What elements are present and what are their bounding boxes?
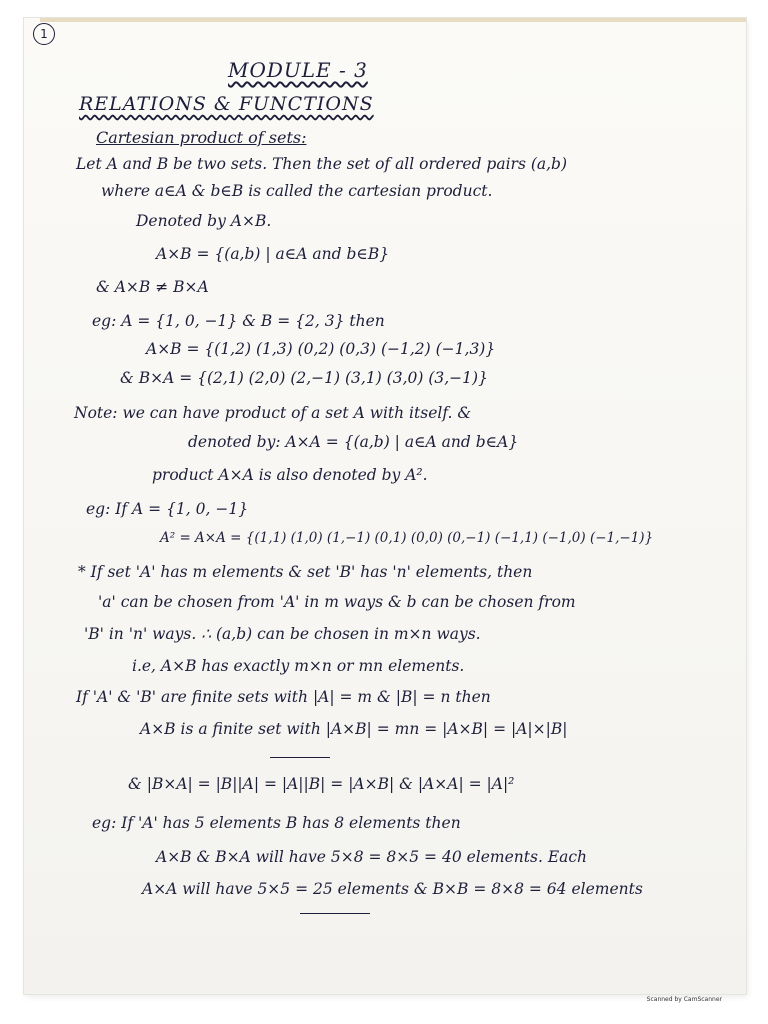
text-line: eg: If A = {1, 0, −1} (86, 500, 249, 518)
underline-stroke (270, 757, 330, 758)
text-line: where a∈A & b∈B is called the cartesian product. (101, 182, 493, 200)
text-line: 'a' can be chosen from 'A' in m ways & b can be chosen from (98, 593, 576, 611)
text-line: A×B = {(1,2) (1,3) (0,2) (0,3) (−1,2) (−1,3)} (146, 340, 496, 358)
text-line: & B×A = {(2,1) (2,0) (2,−1) (3,1) (3,0) (3,−1)} (120, 369, 488, 387)
text-line: i.e, A×B has exactly m×n or mn elements. (132, 657, 465, 675)
module-title: MODULE - 3 (228, 58, 368, 82)
text-line: & A×B ≠ B×A (96, 278, 209, 296)
text-line: eg: If 'A' has 5 elements B has 8 elements then (92, 814, 461, 832)
text-line: A² = A×A = {(1,1) (1,0) (1,−1) (0,1) (0,0) (0,−1) (−1,1) (−1,0) (−1,−1)} (160, 530, 654, 546)
text-line: denoted by: A×A = {(a,b) | a∈A and b∈A} (188, 433, 519, 451)
text-line: Denoted by A×B. (136, 212, 272, 230)
scanner-watermark: Scanned by CamScanner (646, 996, 722, 1003)
text-line: Let A and B be two sets. Then the set of all ordered pairs (a,b) (76, 155, 568, 173)
text-line: * If set 'A' has m elements & set 'B' has 'n' elements, then (78, 563, 533, 581)
text-line: A×B = {(a,b) | a∈A and b∈B} (156, 245, 390, 263)
text-line: & |B×A| = |B||A| = |A||B| = |A×B| & |A×A| = |A|² (128, 775, 515, 793)
page-top-edge (40, 18, 746, 22)
text-line: 'B' in 'n' ways. ∴ (a,b) can be chosen in m×n ways. (84, 625, 481, 643)
underline-stroke (300, 913, 370, 914)
text-line: product A×A is also denoted by A². (152, 466, 428, 484)
text-line: eg: A = {1, 0, −1} & B = {2, 3} then (92, 312, 385, 330)
subheading: Cartesian product of sets: (96, 128, 307, 147)
text-line: Note: we can have product of a set A with itself. & (74, 404, 472, 422)
section-title: RELATIONS & FUNCTIONS (79, 93, 374, 115)
text-line: A×B & B×A will have 5×8 = 8×5 = 40 elements. Each (156, 848, 588, 866)
text-line: A×A will have 5×5 = 25 elements & B×B = 8×8 = 64 elements (142, 880, 643, 898)
text-line: If 'A' & 'B' are finite sets with |A| = m & |B| = n then (76, 688, 491, 706)
text-line: A×B is a finite set with |A×B| = mn = |A×B| = |A|×|B| (140, 720, 568, 738)
page-number: 1 (33, 23, 55, 45)
